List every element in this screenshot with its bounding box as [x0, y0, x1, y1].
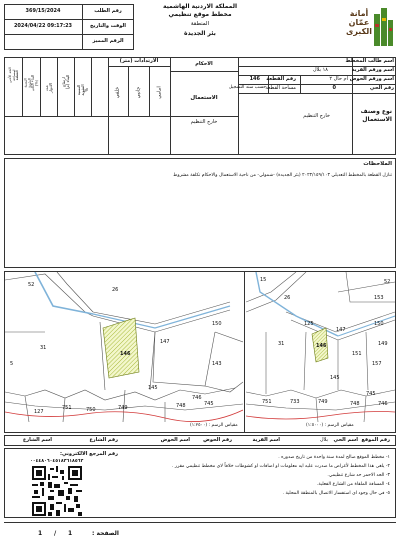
parcel-label: 143 — [212, 361, 222, 367]
footer-note-item: ٤- المسافة الملقاة من الشارع الفعلية. — [316, 482, 390, 487]
parcel-label: 15 — [260, 277, 267, 283]
notes-label: الملاحظات — [363, 161, 392, 167]
parcel-number-value: 146 — [249, 76, 260, 82]
basin-value: ام حال ٢ — [329, 76, 348, 82]
parcel-label: 157 — [372, 361, 382, 367]
region-value: بئر الجديدة — [184, 30, 216, 37]
location-bar-label: اسم الحي — [333, 437, 358, 443]
parcel-label: 153 — [374, 295, 384, 301]
parcel-label: 145 — [330, 375, 340, 381]
parcel-label: 745 — [204, 401, 214, 407]
parcel-label: 125 — [304, 321, 314, 327]
parcel-label: 31 — [40, 345, 47, 351]
col-percentage: النسبة المئوية % — [76, 84, 89, 96]
parcel-label: 746 — [378, 401, 388, 407]
location-bar-label: رقم الشارع — [89, 437, 118, 443]
setback-rear: خلفي — [114, 86, 121, 99]
distinct-number-label: الرقم المميز — [92, 38, 124, 44]
parcel-label: 745 — [366, 391, 376, 397]
map-scale-right: مقياس الرسم : (١:٥٠٠٠) — [306, 423, 354, 428]
map-scale-left: مقياس الرسم : (١:٢٥٠٠) — [190, 423, 238, 428]
col-total-percentage: النسبة المئوية للبناء الكلي (%) — [23, 74, 38, 92]
usage-header: الاستعمال — [190, 95, 218, 101]
datetime-label: الوقت والتاريخ — [89, 23, 126, 29]
village-label: اسم ورقم القرية — [351, 67, 394, 73]
parcel-label: 145 — [148, 385, 158, 391]
parcel-label: 147 — [160, 339, 170, 345]
parcel-label: 733 — [290, 399, 300, 405]
parcel-label: 749 — [118, 405, 128, 411]
applicant-label: اسم طالب المخطط — [345, 58, 394, 64]
outside-zoning-left: خارج التنظيم — [190, 119, 218, 125]
parcel-label: 52 — [28, 282, 35, 288]
page-current: 1 — [68, 530, 73, 537]
parcel-label: 149 — [378, 341, 388, 347]
parcel-number-label: رقم القطعة — [266, 76, 296, 82]
outside-zoning-right: خارج التنظيم — [303, 113, 330, 119]
parcel-label: 31 — [278, 341, 285, 347]
location-bar-label: بلال — [319, 437, 328, 443]
parcel-label: 127 — [34, 409, 44, 415]
col-height: ارتفاع البناء (م) — [61, 74, 70, 90]
parcel-area-label: مساحة القطعة — [265, 85, 296, 91]
logo-text: أمانة عمّان الكبرى — [346, 9, 372, 36]
request-number-label: رقم الطلب — [94, 8, 122, 14]
footer-note-item: ٢- يلغى هذا المخطط لأغراض ما صدرت عليه ايه معلومات او اضافات او كشوطات خلافاً لاي مخطط تنظيمي مقرر . — [171, 464, 390, 469]
col-min-area: الحد الأدنى لمساحة القطعة — [7, 67, 19, 84]
village-value: ١٨ بلال — [313, 67, 328, 73]
parcel-label: 750 — [86, 407, 96, 413]
district-value: 0 — [332, 85, 336, 91]
region-label: المنطقة — [190, 21, 210, 27]
parcel-label: 749 — [318, 399, 328, 405]
setback-side: جانبي — [135, 86, 142, 99]
parcel-label: 751 — [62, 405, 72, 411]
parcel-label: 748 — [350, 401, 360, 407]
footer-note-item: ٥- في حال وجود اي استفسار الاتصال بالمنطقة المحلية . — [282, 491, 390, 496]
parcel-area-value: حسب سند التسجيل — [228, 85, 266, 90]
page-label: الصفحة : — [92, 530, 119, 537]
page-separator: / — [54, 530, 57, 537]
document-title: مخطط موقع تنظيمي — [168, 11, 232, 18]
parcel-label: 26 — [112, 287, 119, 293]
district-label: رقم الحي — [369, 85, 394, 91]
parcel-label: 746 — [192, 395, 202, 401]
basin-label: اسم ورقم الحوض — [349, 76, 394, 82]
parcel-label: 5 — [10, 361, 14, 367]
parcel-label: 151 — [352, 351, 362, 357]
location-bar-label: رقم الموقع — [361, 437, 390, 443]
page-total: 1 — [38, 530, 43, 537]
location-bar-label: اسم الحوض — [160, 437, 190, 443]
usage-type-label: نوع وصنف الاستعمال — [360, 108, 392, 123]
location-bar-label: اسم القرية — [252, 437, 280, 443]
setback-front: امامي — [156, 86, 163, 99]
datetime-value: 2024/04/22 09:17:23 — [13, 23, 73, 29]
reference-label: رقم المرجع الالكتروني: — [60, 451, 119, 457]
ministry-title: المملكة الاردنية الهاشمية — [162, 3, 238, 10]
reference-number: ٠٠٤٤٨٠٦٠٤٥١٨٣٦١٨٥٦٣ — [30, 459, 84, 464]
location-bar-label: اسم الشارع — [22, 437, 52, 443]
location-bar-label: رقم الحوض — [203, 437, 232, 443]
qr-code[interactable] — [32, 466, 82, 516]
parcel-label: 150 — [212, 321, 222, 327]
target-parcel-label: 146 — [316, 343, 327, 349]
target-parcel-label: 146 — [120, 351, 131, 357]
parcel-label: 150 — [374, 321, 384, 327]
setbacks-header: الارتدادات (متر) — [119, 58, 159, 64]
footer-note-item: ٣- الحد الاحمر حد شارع تنظيمي. — [327, 473, 390, 478]
rules-header: الاحكام — [195, 61, 213, 67]
parcel-label: 147 — [336, 327, 346, 333]
pagination-divider — [4, 522, 396, 523]
parcel-label: 26 — [284, 295, 291, 301]
request-number-value: 369/15/2024 — [25, 8, 61, 14]
parcel-label: 751 — [262, 399, 272, 405]
parcel-label: 748 — [176, 403, 186, 409]
notes-text: تنازل القطعة بالمخطط التعديلي ٢٠٢٣/١٥٩/١٠٣ (بئر الجديدة) -شمولي- من ناحية الاستعمال والاحكام تكلفة مشروط — [173, 173, 392, 178]
col-floors: عدد الادوار — [44, 82, 53, 94]
footer-note-item: ١- مخطط الموقع صالح لمدة سنة واحدة من تاريخ صدوره . — [278, 455, 390, 460]
parcel-label: 52 — [384, 279, 391, 285]
